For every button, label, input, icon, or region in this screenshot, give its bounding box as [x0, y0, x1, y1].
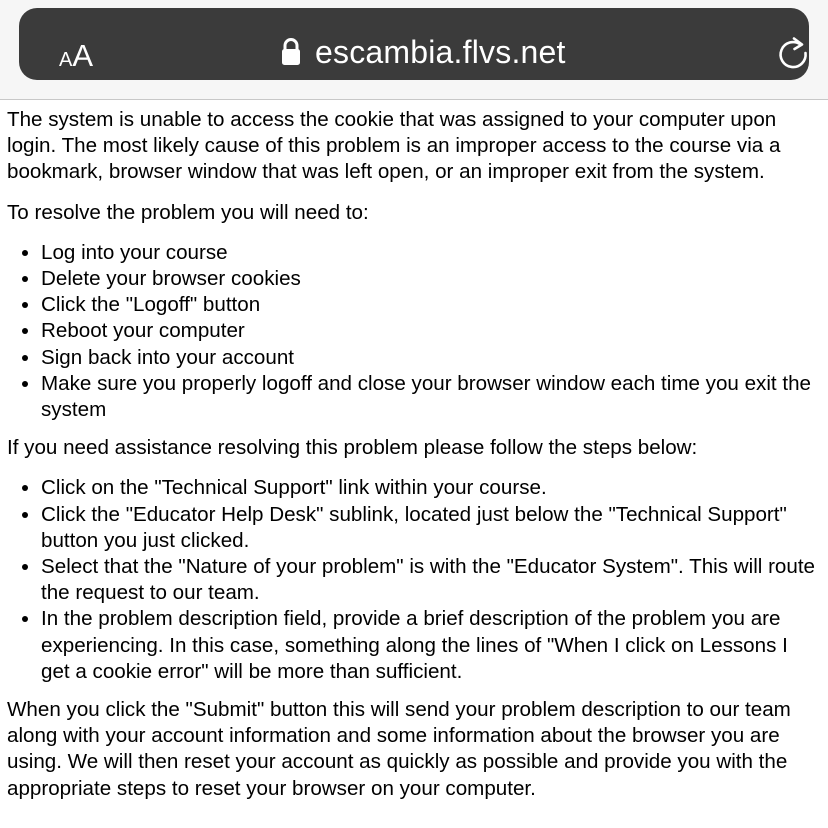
list-item: • Click the "Educator Help Desk" sublink, located just below the "Technical Support" button you just clicked. — [41, 502, 822, 554]
resolve-steps-list — [7, 240, 822, 423]
assist-heading: If you need assistance resolving this problem please follow the steps below: — [7, 436, 698, 460]
resolve-heading: To resolve the problem you will need to: — [7, 200, 369, 224]
text-size-large-glyph: A — [72, 38, 94, 73]
list-item: • Select that the "Nature of your problem" is with the "Educator System". This will route the request to our team. — [41, 554, 822, 606]
browser-toolbar — [0, 0, 828, 100]
list-item: • Click on the "Technical Support" link within your course. — [41, 475, 822, 501]
list-item: • Make sure you properly logoff and close your browser window each time you exit the system — [41, 371, 822, 423]
assist-steps-list — [7, 475, 822, 685]
list-item: • Log into your course — [41, 240, 822, 266]
list-item: • In the problem description field, provide a brief description of the problem you are experiencing. In this case, something along the lines of "When I click on Lessons I get a cookie error" will be more than sufficient. — [41, 606, 822, 685]
list-item: • Delete your browser cookies — [41, 266, 822, 292]
intro-paragraph: The system is unable to access the cookie that was assigned to your computer upon login. The most likely cause of this problem is an improper access to the course via a bookmark, browser window that was left open, or an improper exit from the system. — [7, 108, 781, 184]
page-content — [7, 107, 822, 816]
address-bar[interactable] — [19, 8, 809, 80]
text-size-small-glyph: A — [59, 49, 73, 71]
url-text: escambia.flvs.net — [315, 33, 566, 70]
reload-icon[interactable] — [775, 35, 811, 71]
list-item: • Sign back into your account — [41, 345, 822, 371]
list-item: • Reboot your computer — [41, 318, 822, 344]
lock-icon — [281, 37, 301, 67]
list-item: • Click the "Logoff" button — [41, 292, 822, 318]
url-display[interactable] — [281, 30, 566, 74]
reader-view-button[interactable] — [59, 36, 94, 73]
closing-paragraph: When you click the "Submit" button this will send your problem description to our team along with your account information and some information about the browser you are using. We will then reset your account as quickly as possible and provide you with the appropriate steps to reset your browser on your computer. — [7, 698, 791, 800]
